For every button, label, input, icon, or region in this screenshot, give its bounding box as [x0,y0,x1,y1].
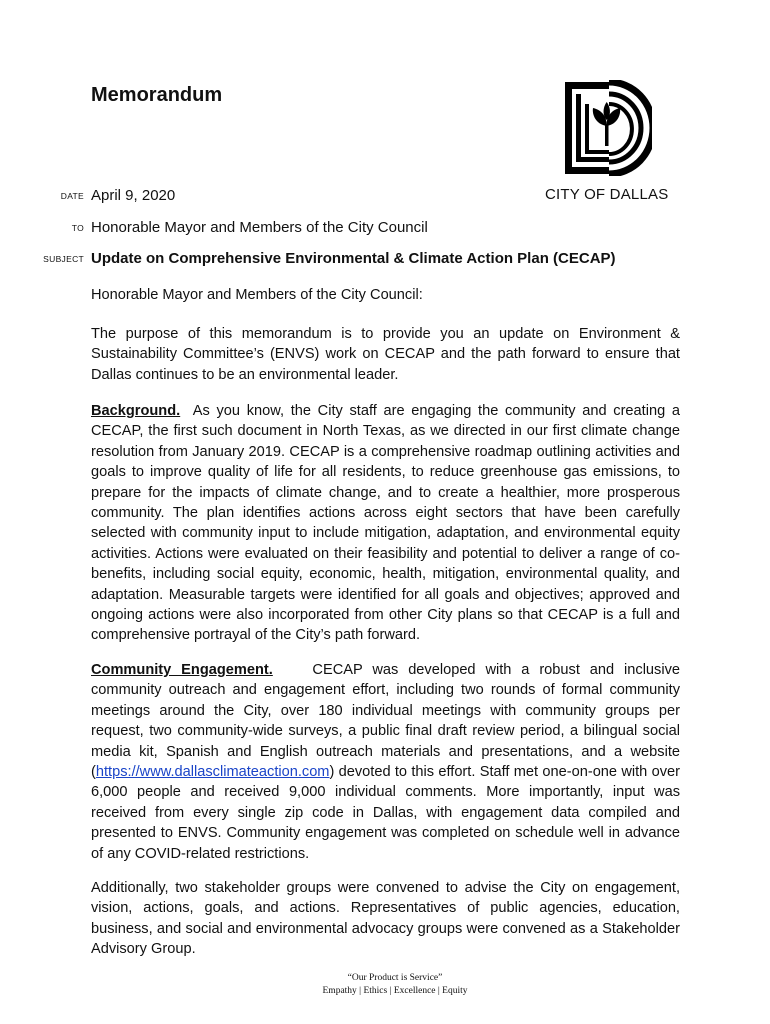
salutation: Honorable Mayor and Members of the City Council: [91,287,423,303]
background-paragraph [91,401,680,646]
intro-paragraph: The purpose of this memorandum is to provide you an update on Environment & Sustainability Committee’s (ENVS) work on CECAP and the path forward to ensure that Dallas continues to be an environmental leader. [91,326,680,383]
website-link[interactable]: https://www.dallasclimateaction.com [95,764,330,781]
date-label: DATE [60,191,84,201]
city-name: CITY OF DALLAS [545,186,669,203]
memo-title: Memorandum [91,84,223,106]
city-of-dallas-logo [562,80,652,176]
community-heading: Community Engagement. [91,662,273,678]
date-value: April 9, 2020 [91,187,176,204]
background-heading: Background. [91,403,181,419]
background-text: As you know, the City staff are engaging the community and creating a CECAP, the first such document in North Texas, as we directed in our first climate change resolution from January 2019. CECAP is a comprehensive roadmap outlining activities and goals to improve quality of life for all residents, to reduce greenhouse gas emissions, to prepare for the impacts of climate change, and to create a healthier, more prosperous community. The plan identifies actions across eight sectors that have been carefully selected with community input to include mitigation, adaptation, and environmental equity activities. Actions were evaluated on their feasibility and potential to deliver a range of co-benefits, including social equity, economic, health, mitigation, environmental quality, and adaptation. Measurable targets were identified for all goals and objectives; approved and ongoing actions were also incorporated from other City plans so that CECAP is a full and comprehensive portrayal of the City’s path forward. [91,403,680,644]
community-text-after: ) devoted to this effort. Staff met one-on-one with over 6,000 people and received 9,000 individual comments. More importantly, input was received from every single zip code in Dallas, with engagement data compiled and presented to ENVS. Community engagement was completed on schedule well in advance of any COVID-related restrictions. [91,764,680,862]
stakeholder-paragraph: Additionally, two stakeholder groups were convened to advise the City on engagement, vision, actions, goals, and actions. Representatives of public agencies, education, business, and social and environmental advocacy groups were convened as a Stakeholder Advisory Group. [91,880,680,958]
subject-label: SUBJECT [43,254,84,264]
to-label: TO [71,223,84,233]
community-paragraph [91,660,680,864]
to-value: Honorable Mayor and Members of the City Council [91,219,428,236]
footer [0,972,770,998]
community-text-before: CECAP was developed with a robust and inclusive community outreach and engagement effort, including two rounds of formal community meetings around the City, over 180 individual meetings with community groups per request, two community-wide surveys, a public final draft review period, a bilingual social media kit, Spanish and English outreach materials and presentations, and a website ( [91,662,681,781]
subject-value: Update on Comprehensive Environmental & Climate Action Plan (CECAP) [91,250,616,267]
footer-motto: “Our Product is Service” [347,973,443,983]
footer-values: Empathy | Ethics | Excellence | Equity [322,986,468,996]
